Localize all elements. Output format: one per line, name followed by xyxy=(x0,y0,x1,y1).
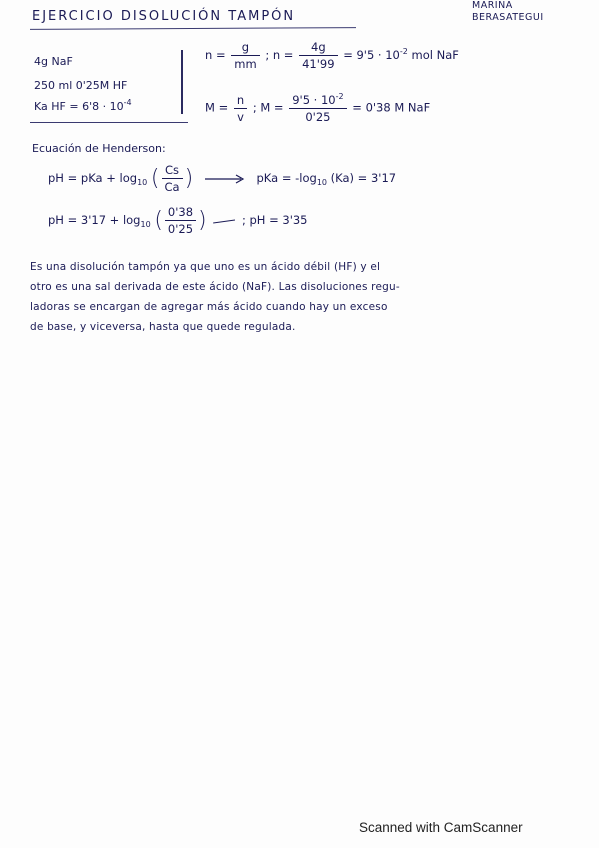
m-val-numerator-base: 9'5 · 10 xyxy=(292,93,336,107)
n-val-fraction xyxy=(299,40,337,71)
title-underline xyxy=(30,27,356,30)
eq2-log-base: 10 xyxy=(140,220,151,229)
moles-equation xyxy=(205,40,459,71)
m-def-denominator: v xyxy=(237,109,244,124)
page-title: EJERCICIO DISOLUCIÓN TAMPÓN xyxy=(32,9,296,24)
n-result-exponent: -2 xyxy=(399,47,408,56)
eq2-numerator: 0'38 xyxy=(165,205,196,221)
data-line-ka xyxy=(34,98,132,113)
henderson-heading: Ecuación de Henderson: xyxy=(32,142,166,155)
m-val-fraction xyxy=(289,92,346,124)
henderson-equation-1 xyxy=(48,163,396,194)
scanner-watermark: Scanned with CamScanner xyxy=(359,820,523,835)
author-last-name: BERASATEGUI xyxy=(472,12,544,23)
n-result-unit: mol NaF xyxy=(411,48,459,62)
eq2-denominator: 0'25 xyxy=(167,222,194,236)
eq1-numerator: Cs xyxy=(162,163,183,179)
m-val-numerator-exponent: -2 xyxy=(335,92,344,101)
eq1-open-paren: ( xyxy=(150,166,160,191)
m-def-numerator: n xyxy=(234,93,247,109)
eq2-open-paren: ( xyxy=(154,208,163,233)
crossed-out-scribble xyxy=(213,218,235,223)
eq1-fraction xyxy=(162,163,183,194)
eq1-lhs: pH = pKa + log xyxy=(48,171,138,185)
author-name xyxy=(472,0,544,24)
data-line-volume: 250 ml 0'25M HF xyxy=(34,79,128,92)
m-separator: ; xyxy=(252,100,257,115)
eq1-pka-log-base: 10 xyxy=(316,178,327,187)
n-result: = 9'5 · 10 xyxy=(343,48,400,62)
data-line-mass: 4g NaF xyxy=(34,55,73,68)
eq1-pka-lhs: pKa = -log xyxy=(256,171,317,185)
eq2-lhs: pH = 3'17 + log xyxy=(48,213,141,227)
n-def-lhs: n = xyxy=(205,48,226,62)
explanation-line-2: otro es una sal derivada de este ácido (NaF). Las disoluciones regu- xyxy=(30,281,400,293)
right-arrow-icon xyxy=(203,174,247,184)
eq1-pka-result: (Ka) = 3'17 xyxy=(330,171,397,185)
explanation-line-1: Es una disolución tampón ya que uno es un ácido débil (HF) y el xyxy=(30,261,381,273)
ka-exponent: -4 xyxy=(123,98,132,107)
eq2-result: ; pH = 3'35 xyxy=(241,213,308,227)
m-val-lhs: M = xyxy=(260,100,284,115)
n-def-denominator: mm xyxy=(234,57,257,71)
m-val-denominator: 0'25 xyxy=(305,110,331,124)
eq2-fraction xyxy=(165,205,196,236)
author-first-name: MARINA xyxy=(472,0,513,11)
eq1-close-paren: ) xyxy=(184,166,194,191)
henderson-equation-2 xyxy=(48,205,308,236)
explanation-line-4: de base, y viceversa, hasta que quede regulada. xyxy=(30,321,296,333)
eq1-log-base: 10 xyxy=(137,178,148,187)
m-def-fraction xyxy=(234,93,247,124)
m-val-numerator xyxy=(289,92,346,109)
n-val-numerator: 4g xyxy=(299,40,337,56)
n-def-numerator: g xyxy=(231,40,259,56)
n-def-fraction xyxy=(231,40,259,71)
molarity-equation xyxy=(205,92,430,124)
n-val-denominator: 41'99 xyxy=(302,57,335,71)
n-separator: ; xyxy=(265,48,270,62)
data-underline xyxy=(30,122,188,123)
ka-value: Ka HF = 6'8 · 10 xyxy=(34,100,124,113)
m-def-lhs: M = xyxy=(205,100,229,115)
m-result: = 0'38 M NaF xyxy=(352,100,431,115)
vertical-divider xyxy=(181,50,183,114)
eq1-denominator: Ca xyxy=(164,180,180,194)
n-val-lhs: n = xyxy=(272,48,294,62)
eq2-close-paren: ) xyxy=(198,208,207,233)
explanation-line-3: ladoras se encargan de agregar más ácido cuando hay un exceso xyxy=(30,301,388,313)
